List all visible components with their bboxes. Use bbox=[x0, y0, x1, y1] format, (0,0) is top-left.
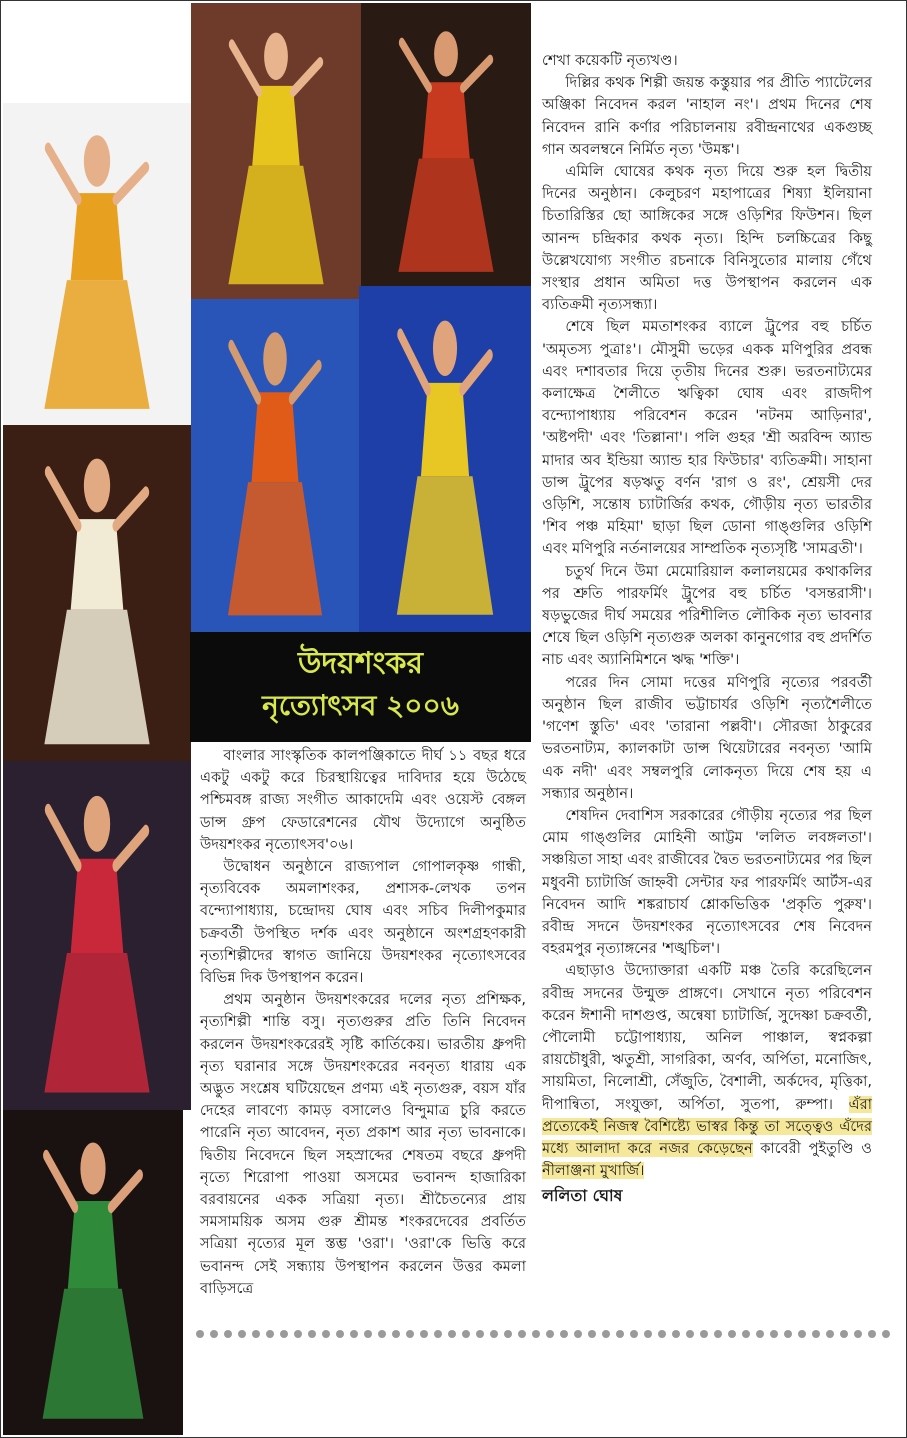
highlighted-name: নীলাঞ্জনা মুখার্জি। bbox=[542, 1162, 645, 1180]
dotted-divider bbox=[196, 1330, 896, 1338]
divider-dot bbox=[462, 1330, 470, 1338]
article-text: কাবেরী পুইতুণ্ডি ও bbox=[760, 1139, 872, 1157]
photo-manipuri-dancer bbox=[3, 103, 191, 425]
article-paragraph: দিল্লির কথক শিল্পী জয়ন্ত কস্তুয়ার পর প্রীতি প্যাটেলের অঞ্জিকা নিবেদন করল 'নাহাল নং'। প্রথম দিনের শেষ নিবেদন রানি কর্ণার পরিচালনায় রবীন্দ্রনাথের একগুচ্ছ গান অবলম্বনে নির্মিত নৃত্য 'উমঙ্ক'। bbox=[542, 74, 872, 158]
title-line-1: উদয়শংকর bbox=[298, 646, 423, 681]
divider-dot bbox=[280, 1330, 288, 1338]
divider-dot bbox=[224, 1330, 232, 1338]
divider-dot bbox=[378, 1330, 386, 1338]
photo-dancer-yellow-saree bbox=[191, 3, 361, 299]
divider-dot bbox=[854, 1330, 862, 1338]
photo-odissi-dancer-blue bbox=[359, 286, 531, 632]
divider-dot bbox=[742, 1330, 750, 1338]
article-paragraph: উদ্বোধন অনুষ্ঠানে রাজ্যপাল গোপালকৃষ্ণ গান্ধী, নৃত্যবিবেক অমলাশংকর, প্রশাসক-লেখক তপন বন্দ্যোপাধ্যায়, চন্দ্রোদয় ঘোষ এবং সচিব দিলীপকুমার চক্রবর্তী উপস্থিত দর্শক এবং অনুষ্ঠানে অংশগ্রহণকারী নৃত্যশিল্পীদের স্বাগত জানিয়ে উদয়শংকর নৃত্যোৎসবের বিভিন্ন দিক উপস্থাপন করেন। bbox=[200, 858, 526, 987]
divider-dot bbox=[336, 1330, 344, 1338]
divider-dot bbox=[364, 1330, 372, 1338]
photo-male-dancer bbox=[191, 299, 359, 632]
article-paragraph: প্রথম অনুষ্ঠান উদয়শংকরের দলের নৃত্য প্রশিক্ষক, নৃত্যশিল্পী শান্তি বসু। নৃত্যগুরুর প্রতি তিনি নিবেদন করলেন উদয়শংকরেরই সৃষ্টি কার্তিকেয়। ভারতীয় ধ্রুপদী নৃত্য ঘরানার সঙ্গে উদয়শংকরের নবনৃত্য ধারায় এক অদ্ভুত সংশ্লেষ ঘটিয়েছেন প্রণম্য এই নৃত্যগুরু, বয়স যাঁর দেহের লাবণ্যে কামড় বসালেও বিন্দুমাত্র চুরি করতে পারেনি নৃত্য আবেদন, নৃত্য প্রকাশ আর নৃত্য ভাবনাকে। দ্বিতীয় নিবেদনে ছিল সহস্রাব্দের শেষতম বছরে ধ্রুপদী নৃত্যে শিরোপা পাওয়া অসমের ভবানন্দ হাজারিকা বরবায়নের একক সত্রিয়া নৃত্য। শ্রীচৈতন্যের প্রায় সমসাময়িক অসম গুরু শ্রীমন্ত শংকরদেবের প্রবর্তিত সত্রিয়া নৃত্যের মূল স্তম্ভ 'ওরা'। 'ওরা'কে ভিত্তি করে ভবানন্দ সেই সন্ধ্যায় উপস্থাপন করলেন উত্তর কমলা বাড়িসত্রে bbox=[200, 991, 526, 1297]
divider-dot bbox=[308, 1330, 316, 1338]
highlighted-text: এঁরা প্রত্যেকেই নিজস্ব বৈশিষ্ট্যে ভাস্বর কিন্তু তা সত্ত্বেও এঁদের মধ্যে আলাদা করে নজর কেড়েছেন bbox=[542, 1095, 873, 1157]
divider-dot bbox=[238, 1330, 246, 1338]
divider-dot bbox=[406, 1330, 414, 1338]
figure-torso bbox=[71, 519, 124, 610]
divider-dot bbox=[868, 1330, 876, 1338]
article-paragraph: পরের দিন সোমা দত্তের মণিপুরি নৃত্যের পরবর্তী অনুষ্ঠান ছিল রাজীব ভট্টাচার্যর ওড়িশি নৃত্যশৈলীতে 'গণেশ স্তুতি' এবং 'তারানা পল্লবী'। সৌরজা ঠাকুরের ভরতনাট্যম, ক্যালকাটা ডান্স থিয়েটারের নবনৃত্য 'আমি এক নদী' এবং সম্বলপুরি লোকনৃত্য দিয়ে শেষ হয় এ সন্ধ্যার অনুষ্ঠান। bbox=[542, 673, 872, 802]
photo-mohiniyattam-dancer bbox=[3, 425, 191, 761]
divider-dot bbox=[420, 1330, 428, 1338]
title-banner bbox=[190, 632, 531, 742]
divider-dot bbox=[798, 1330, 806, 1338]
figure-torso bbox=[71, 193, 124, 280]
photo-dancing-couple bbox=[361, 3, 531, 286]
divider-dot bbox=[210, 1330, 218, 1338]
divider-dot bbox=[532, 1330, 540, 1338]
article-paragraph bbox=[542, 960, 872, 1182]
divider-dot bbox=[588, 1330, 596, 1338]
figure-head bbox=[263, 332, 287, 385]
divider-dot bbox=[714, 1330, 722, 1338]
article-paragraph: চতুর্থ দিনে উমা মেমোরিয়াল কলালয়মের কথাকলির পর শ্রুতি পারফর্মিং ট্রুপের বহু চর্চিত 'বসন্তরাসী'। ষড়ভুজের দীর্ঘ সময়ের পরিশীলিত লৌকিক নৃত্য ভাবনার শেষে ছিল ওড়িশি নৃত্যগুরু অলকা কানুনগোর বহু প্রদর্শিত নাচ এবং অ্যানিমিশনে ঋদ্ধ 'শক্তি'। bbox=[542, 562, 872, 669]
divider-dot bbox=[784, 1330, 792, 1338]
title-line-2: নৃত্যোৎসব ২০০৬ bbox=[262, 689, 459, 722]
divider-dot bbox=[490, 1330, 498, 1338]
divider-dot bbox=[476, 1330, 484, 1338]
figure-head bbox=[264, 33, 288, 80]
divider-dot bbox=[434, 1330, 442, 1338]
divider-dot bbox=[322, 1330, 330, 1338]
article-paragraph: শেষে ছিল মমতাশংকর ব্যালে ট্রুপের বহু চর্চিত 'অমৃতস্য পুত্রাঃ'। মৌসুমী ভড়ের একক মণিপুরির প্রবন্ধ এবং দশাবতার দিয়ে তৃতীয় দিনের শুরু। ভরতনাট্যমের কলাক্ষেত্র শৈলীতে ঋত্বিকা ঘোষ এবং রাজদীপ বন্দ্যোপাধ্যায় পরিবেশন করেন 'নটনম আড়িনার', 'অষ্টপদী' এবং 'তিল্লানা'। পলি গুহর 'শ্রী অরবিন্দ অ্যান্ড মাদার অব ইন্ডিয়া অ্যান্ড হার ফিউচার' ব্যতিক্রমী। সাহানা ডান্স ট্রুপের ষড়ঋতু বর্ণন 'রাগ ও রং', শ্রেয়সী দের ওড়িশি, সন্তোষ চ্যাটার্জির কথক, গৌড়ীয় নৃত্য ভারতীর 'শিব পঞ্চ মহিমা' ছাড়া ছিল ডোনা গাঙ্গুলির ওড়িশি এবং মণিপুরি নর্তনালয়ের সাম্প্রতিক নৃত্যসৃষ্টি 'সামব্রতী'। bbox=[542, 318, 872, 558]
figure-torso bbox=[251, 392, 298, 482]
divider-dot bbox=[770, 1330, 778, 1338]
figure-head bbox=[80, 1143, 105, 1195]
divider-dot bbox=[616, 1330, 624, 1338]
figure-head bbox=[84, 796, 110, 852]
divider-dot bbox=[560, 1330, 568, 1338]
divider-dot bbox=[728, 1330, 736, 1338]
article-paragraph: শেষদিন দেবাশিস সরকারের গৌড়ীয় নৃত্যের পর ছিল মোম গাঙ্গুলির মোহিনী আট্টম 'ললিত লবঙ্গলতা'। সঞ্চয়িতা সাহা এবং রাজীবের দ্বৈত ভরতনাট্যমের পর ছিল মধুবনী চ্যাটার্জি জাহ্নবী সেন্টার ফর পারফর্মিং আর্টস-এর নিবেদন আদি শঙ্করাচার্য শ্লোকভিত্তিক 'প্রকৃতি পুরুষ'। রবীন্দ্র সদনে উদয়শংকর নৃত্যোৎসবের শেষ নিবেদন বহরমপুর নৃত্যাঙ্গনের 'শঙ্খচিল'। bbox=[542, 806, 872, 958]
article-paragraph: শেখা কয়েকটি নৃত্যখণ্ড। bbox=[542, 52, 678, 69]
divider-dot bbox=[196, 1330, 204, 1338]
divider-dot bbox=[630, 1330, 638, 1338]
divider-dot bbox=[840, 1330, 848, 1338]
divider-dot bbox=[658, 1330, 666, 1338]
divider-dot bbox=[504, 1330, 512, 1338]
divider-dot bbox=[518, 1330, 526, 1338]
figure-torso bbox=[252, 86, 300, 166]
article-column-right bbox=[542, 50, 872, 1208]
divider-dot bbox=[252, 1330, 260, 1338]
divider-dot bbox=[546, 1330, 554, 1338]
divider-dot bbox=[574, 1330, 582, 1338]
figure-torso bbox=[71, 859, 124, 953]
figure-head bbox=[84, 135, 110, 187]
figure-torso bbox=[68, 1201, 118, 1289]
divider-dot bbox=[812, 1330, 820, 1338]
author-byline: ললিতা ঘোষ bbox=[542, 1186, 623, 1206]
divider-dot bbox=[826, 1330, 834, 1338]
article-paragraph-text: এছাড়াও উদ্যোক্তারা একটি মঞ্চ তৈরি করেছিলেন রবীন্দ্র সদনের উন্মুক্ত প্রাঙ্গণে। সেখানে নৃত্য পরিবেশন করেন ঈশানী দাশগুপ্ত, অন্বেষা চ্যাটার্জি, সুদেষ্ণা চক্রবর্তী, পৌলোমী চট্টোপাধ্যায়, অনিল পাঞ্চাল, স্বপ্নকল্পা রায়চৌধুরী, ঋতুশ্রী, সাগরিকা, অর্ণব, অর্পিতা, মনোজিৎ, সায়মিতা, নিলোশ্রী, সেঁজুতি, বৈশালী, অর্কদেব, মৃত্তিকা, দীপান্বিতা, সংযুক্তা, অর্পিতা, সুতপা, রুম্পা। bbox=[542, 962, 872, 1113]
photo-bharatanatyam-dancer bbox=[3, 1110, 183, 1435]
article-column-middle bbox=[200, 745, 526, 1300]
divider-dot bbox=[266, 1330, 274, 1338]
divider-dot bbox=[686, 1330, 694, 1338]
photo-red-saree-dancer bbox=[3, 761, 191, 1110]
divider-dot bbox=[672, 1330, 680, 1338]
divider-dot bbox=[644, 1330, 652, 1338]
figure-torso bbox=[421, 383, 469, 476]
divider-dot bbox=[294, 1330, 302, 1338]
figure-torso bbox=[422, 82, 470, 158]
article-paragraph: বাংলার সাংস্কৃতিক কালপঞ্জিকাতে দীর্ঘ ১১ বছর ধরে একটু একটু করে চিরস্থায়িত্বের দাবিদার হয়ে উঠেছে পশ্চিমবঙ্গ রাজ্য সংগীত আকাদেমি এবং ওয়েস্ট বেঙ্গল ডান্স গ্রুপ ফেডারেশনের যৌথ উদ্যোগে অনুষ্ঠিত উদয়শংকর নৃত্যোৎসব'০৬। bbox=[200, 747, 526, 853]
divider-dot bbox=[882, 1330, 890, 1338]
figure-head bbox=[434, 31, 458, 76]
divider-dot bbox=[700, 1330, 708, 1338]
divider-dot bbox=[602, 1330, 610, 1338]
article-paragraph: এমিলি ঘোষের কথক নৃত্য দিয়ে শুরু হল দ্বিতীয় দিনের অনুষ্ঠান। কেলুচরণ মহাপাত্রের শিষ্যা ইলিয়ানা চিতারিস্তির ছো আঙ্গিকের সঙ্গে ওড়িশির ফিউশন। ছিল আনন্দ চন্দ্রিকার কথক নৃত্য। হিন্দি চলচ্চিত্রের কিছু উল্লেখযোগ্য সংগীত রচনাকে বিনিসুতোর মালায় গেঁথে সংস্থার প্রধান অমিতা দত্ত উপস্থাপন করলেন এক ব্যতিক্রমী নৃত্যসন্ধ্যা। bbox=[542, 163, 872, 314]
figure-head bbox=[84, 459, 110, 513]
divider-dot bbox=[392, 1330, 400, 1338]
divider-dot bbox=[350, 1330, 358, 1338]
divider-dot bbox=[756, 1330, 764, 1338]
divider-dot bbox=[448, 1330, 456, 1338]
figure-head bbox=[433, 321, 457, 376]
